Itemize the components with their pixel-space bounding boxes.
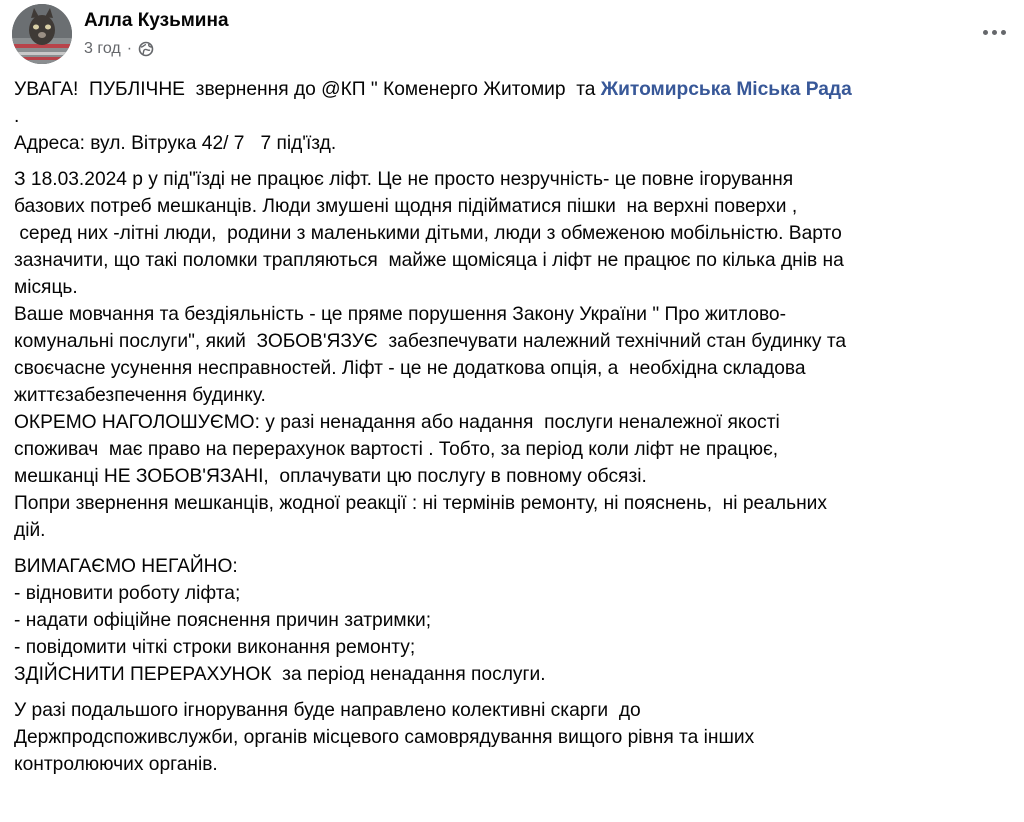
paragraph-line: життєзабезпечення будинку. [14,385,266,406]
globe-icon[interactable] [138,41,154,57]
avatar-photo-icon [12,4,72,64]
intro-line [14,76,1014,103]
closing-line: контролюючих органів. [14,754,218,775]
author-name[interactable]: Алла Кузьмина [84,10,229,31]
paragraph-line: своєчасне усунення несправностей. Ліфт - це не додаткова опція, а необхідна складова [14,358,806,379]
more-dots-icon [992,30,997,35]
author-avatar[interactable] [12,4,72,64]
paragraph-line: комунальні послуги", який ЗОБОВ'ЯЗУЄ забезпечувати належний технічний стан будинку та [14,331,847,352]
paragraph-line: споживач має право на перерахунок вартості . Тобто, за період коли ліфт не працює, [14,439,779,460]
post-meta [84,40,154,58]
demand-item: - повідомити чіткі строки виконання ремонту; [14,637,416,658]
paragraph-line: серед них -літні люди, родини з маленькими дітьми, люди з обмеженою мобільністю. Варто [14,223,842,244]
closing-line: У разі подальшого ігнорування буде направлено колективні скарги до [14,700,641,721]
paragraph-line: зазначити, що такі поломки трапляються майже щомісяца і ліфт не працює по кілька днів на [14,250,844,271]
more-dots-icon [983,30,988,35]
post-header [12,4,1012,68]
intro-period: . [14,106,20,127]
paragraph-line: мешканці НЕ ЗОБОВ'ЯЗАНІ, оплачувати цю послугу в повному обсязі. [14,466,647,487]
demand-item: - надати офіційне пояснення причин затримки; [14,610,432,631]
paragraph-line: базових потреб мешканців. Люди змушені щодня підійматися пішки на верхні поверхи , [14,196,798,217]
paragraph-line: Ваше мовчання та бездіяльність - це пряме порушення Закону України " Про житлово- [14,304,786,325]
paragraph-line: дій. [14,520,46,541]
mention-link-city-council[interactable]: Житомирська Міська Рада [600,79,852,100]
post-timestamp[interactable]: 3 год [84,40,121,57]
post-body [14,76,1014,778]
demand-heading: ВИМАГАЄМО НЕГАЙНО: [14,556,238,577]
more-options-button[interactable] [976,20,1012,44]
intro-text: УВАГА! ПУБЛІЧНЕ звернення до @КП " Коменерго Житомир та [14,79,601,100]
demand-item: ЗДІЙСНИТИ ПЕРЕРАХУНОК за період ненадання послуги. [14,664,546,685]
more-dots-icon [1001,30,1006,35]
demand-item: - відновити роботу ліфта; [14,583,241,604]
paragraph-line: ОКРЕМО НАГОЛОШУЄМО: у разі ненадання або надання послуги неналежної якості [14,412,780,433]
meta-separator: · [126,40,133,57]
address-line: Адреса: вул. Вітрука 42/ 7 7 під'їзд. [14,133,337,154]
closing-line: Держпродспоживслужби, органів місцевого самоврядування вищого рівня та інших [14,727,755,748]
paragraph-line: місяць. [14,277,78,298]
paragraph-line: Попри звернення мешканців, жодної реакції : ні термінів ремонту, ні пояснень, ні реальних [14,493,827,514]
paragraph-line: З 18.03.2024 р у під"їзді не працює ліфт. Це не просто незручність- це повне ігорування [14,169,794,190]
